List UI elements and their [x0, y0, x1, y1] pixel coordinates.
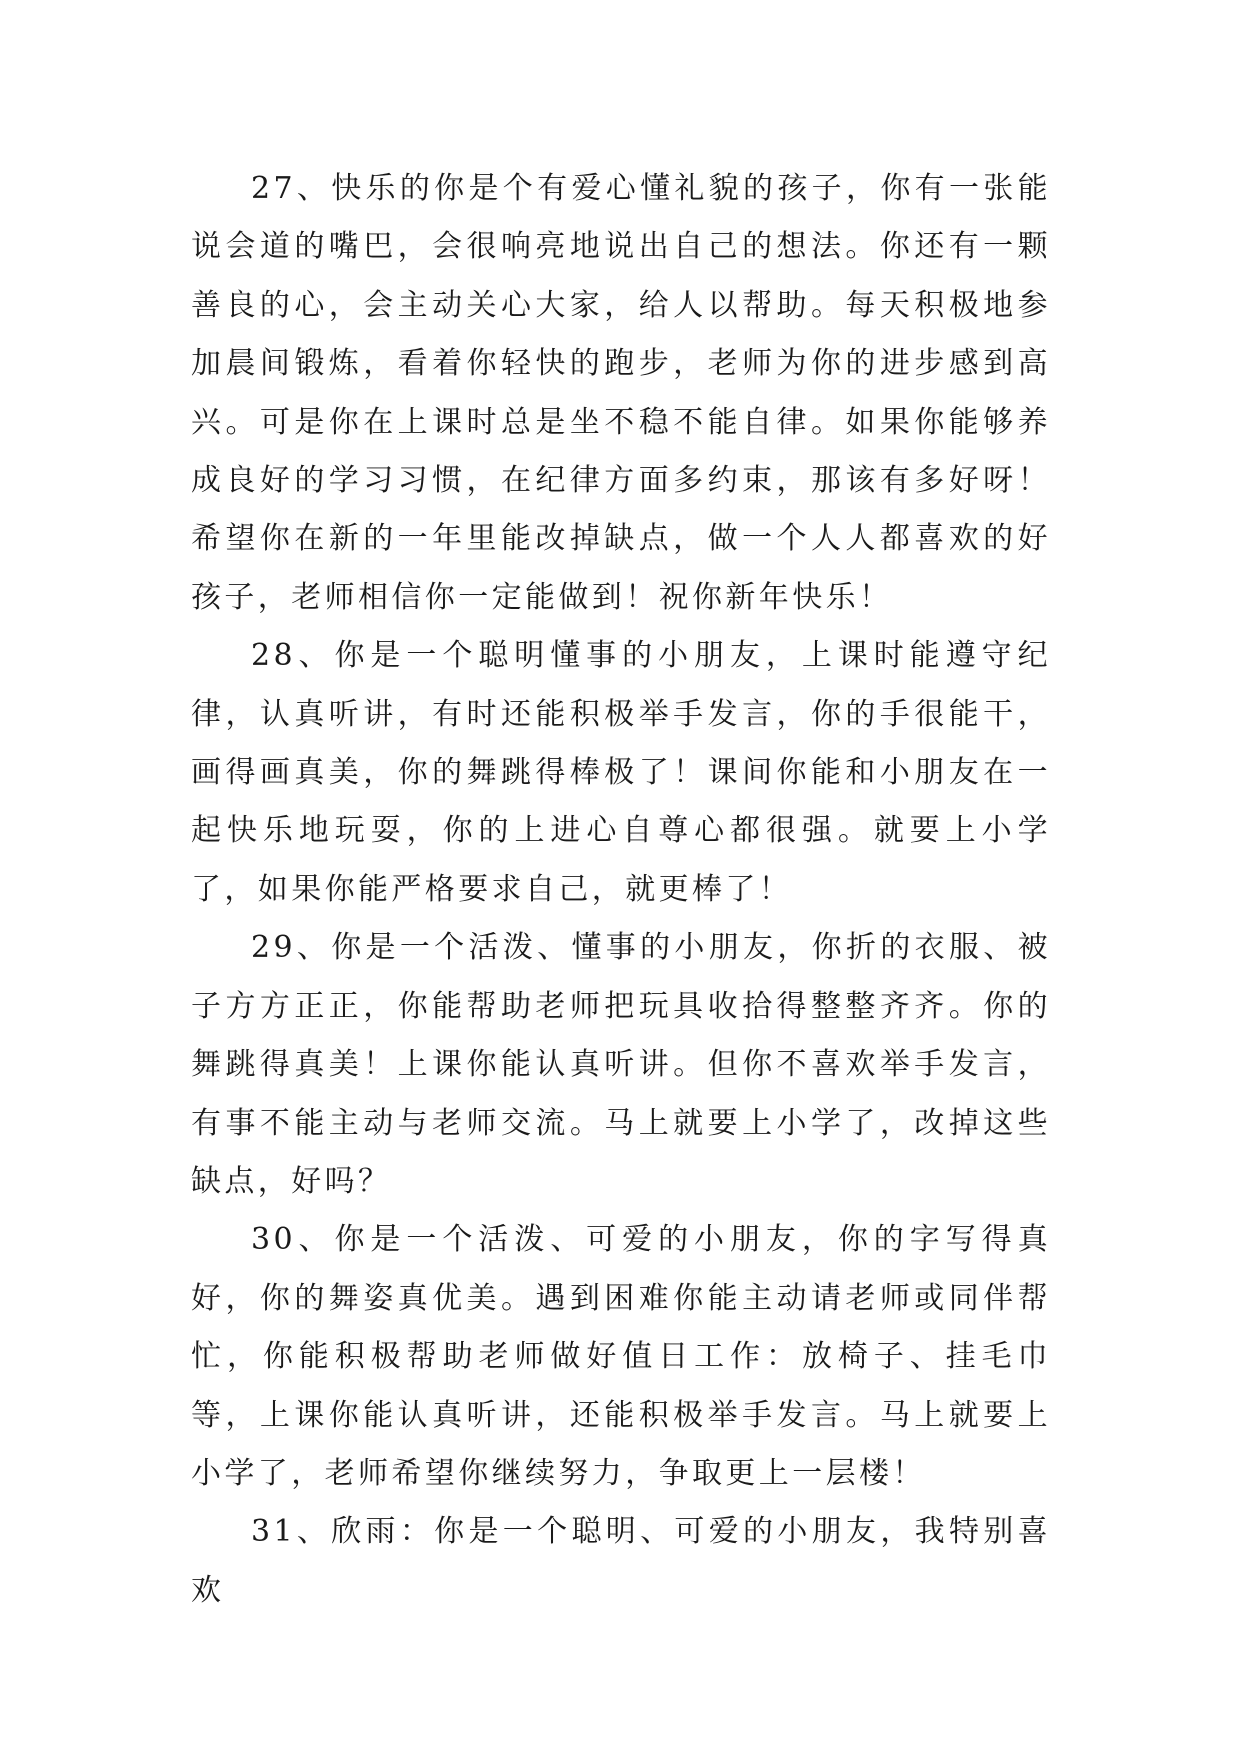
paragraph-28: 28、你是一个聪明懂事的小朋友，上课时能遵守纪律，认真听讲，有时还能积极举手发言，你的手很能干，画得画真美，你的舞跳得棒极了！课间你能和小朋友在一起快乐地玩耍，你的上进心自尊心都很强。就要上小学了，如果你能严格要求自己，就更棒了！ — [191, 638, 1051, 907]
document-body — [191, 160, 1051, 1620]
paragraph-31: 31、欣雨：你是一个聪明、可爱的小朋友，我特别喜欢 — [191, 1514, 1051, 1608]
paragraph-27: 27、快乐的你是个有爱心懂礼貌的孩子，你有一张能说会道的嘴巴，会很响亮地说出自己的想法。你还有一颗善良的心，会主动关心大家，给人以帮助。每天积极地参加晨间锻炼，看着你轻快的跑步，老师为你的进步感到高兴。可是你在上课时总是坐不稳不能自律。如果你能够养成良好的学习习惯，在纪律方面多约束，那该有多好呀！希望你在新的一年里能改掉缺点，做一个人人都喜欢的好孩子，老师相信你一定能做到！祝你新年快乐！ — [191, 171, 1051, 615]
paragraph-30: 30、你是一个活泼、可爱的小朋友，你的字写得真好，你的舞姿真优美。遇到困难你能主动请老师或同伴帮忙，你能积极帮助老师做好值日工作：放椅子、挂毛巾等，上课你能认真听讲，还能积极举手发言。马上就要上小学了，老师希望你继续努力，争取更上一层楼！ — [191, 1222, 1051, 1491]
paragraph-29: 29、你是一个活泼、懂事的小朋友，你折的衣服、被子方方正正，你能帮助老师把玩具收拾得整整齐齐。你的舞跳得真美！上课你能认真听讲。但你不喜欢举手发言，有事不能主动与老师交流。马上就要上小学了，改掉这些缺点，好吗？ — [191, 930, 1051, 1199]
